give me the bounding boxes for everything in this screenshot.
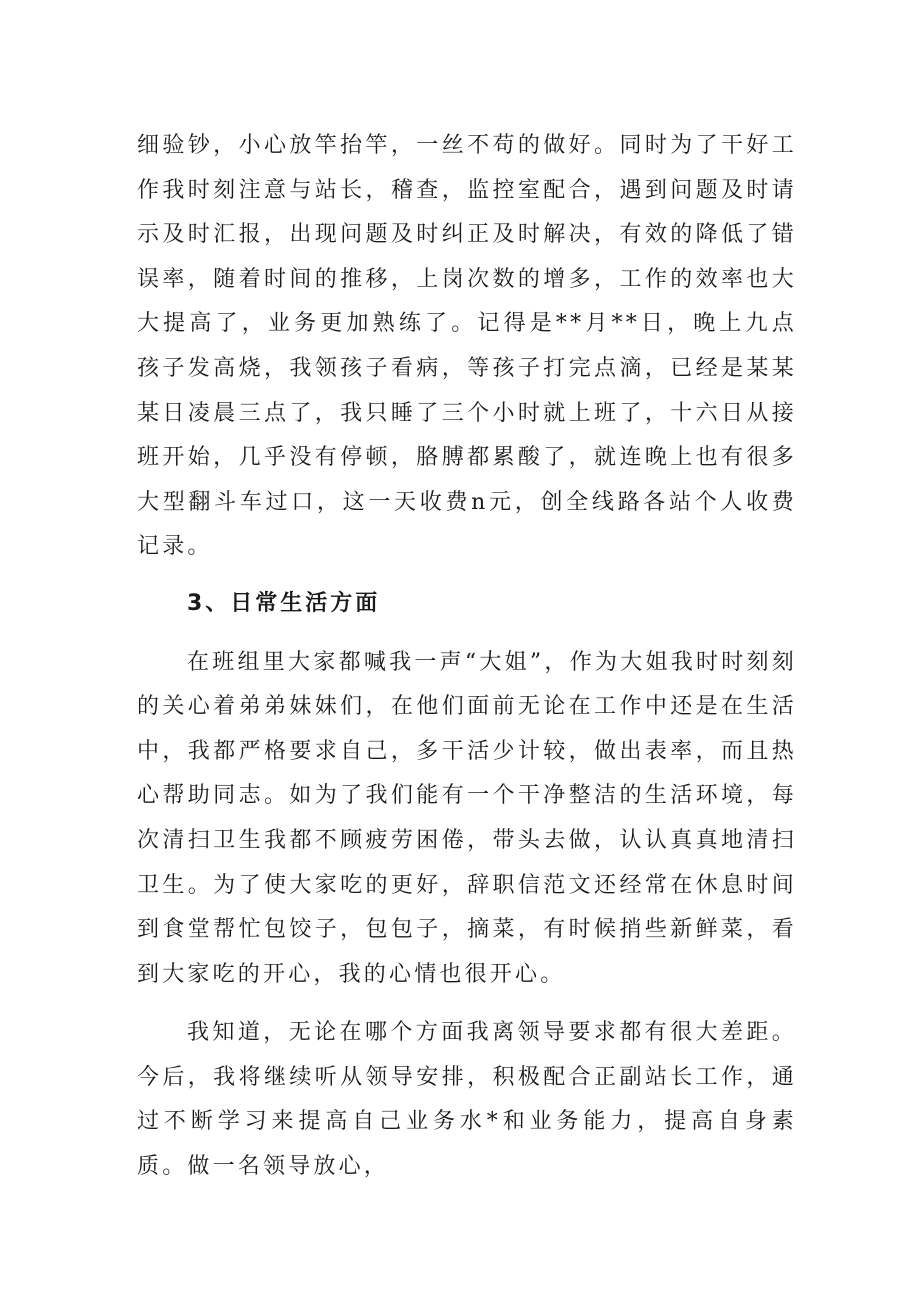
paragraph-daily-life: 在班组里大家都喊我一声“大姐”，作为大姐我时时刻刻的关心着弟弟妹妹们，在他们面前无论在工作中还是在生活中，我都严格要求自己，多干活少计较，做出表率，而且热心帮助同志。如为了我们能有一个干净整洁的生活环境，每次清扫卫生我都不顾疲劳困倦，带头去做，认认真真地清扫卫生。为了使大家吃的更好，辞职信范文还经常在休息时间到食堂帮忙包饺子，包包子，摘菜，有时候捎些新鲜菜，看到大家吃的开心，我的心情也很开心。 bbox=[137, 649, 797, 987]
spacer bbox=[137, 997, 797, 1011]
spacer bbox=[137, 570, 797, 582]
paragraph-future-plan: 我知道，无论在哪个方面我离领导要求都有很大差距。今后，我将继续听从领导安排，积极配合正副站长工作，通过不断学习来提高自己业务水*和业务能力，提高自身素质。做一名领导放心， bbox=[137, 1020, 797, 1180]
paragraph-work-continued: 细验钞，小心放竿抬竿，一丝不苟的做好。同时为了干好工作我时刻注意与站长，稽查，监控室配合，遇到问题及时请示及时汇报，出现问题及时纠正及时解决，有效的降低了错误率，随着时间的推移，上岗次数的增多，工作的效率也大大提高了，业务更加熟练了。记得是**月**日，晚上九点孩子发高烧，我领孩子看病，等孩子打完点滴，已经是某某某日凌晨三点了，我只睡了三个小时就上班了，十六日从接班开始，几乎没有停顿，胳膊都累酸了，就连晚上也有很多大型翻斗车过口，这一天收费n元，创全线路各站个人收费记录。 bbox=[137, 133, 797, 560]
spacer bbox=[137, 627, 797, 641]
document-body bbox=[137, 124, 797, 1190]
section-heading-daily-life: 3、日常生活方面 bbox=[187, 590, 381, 616]
